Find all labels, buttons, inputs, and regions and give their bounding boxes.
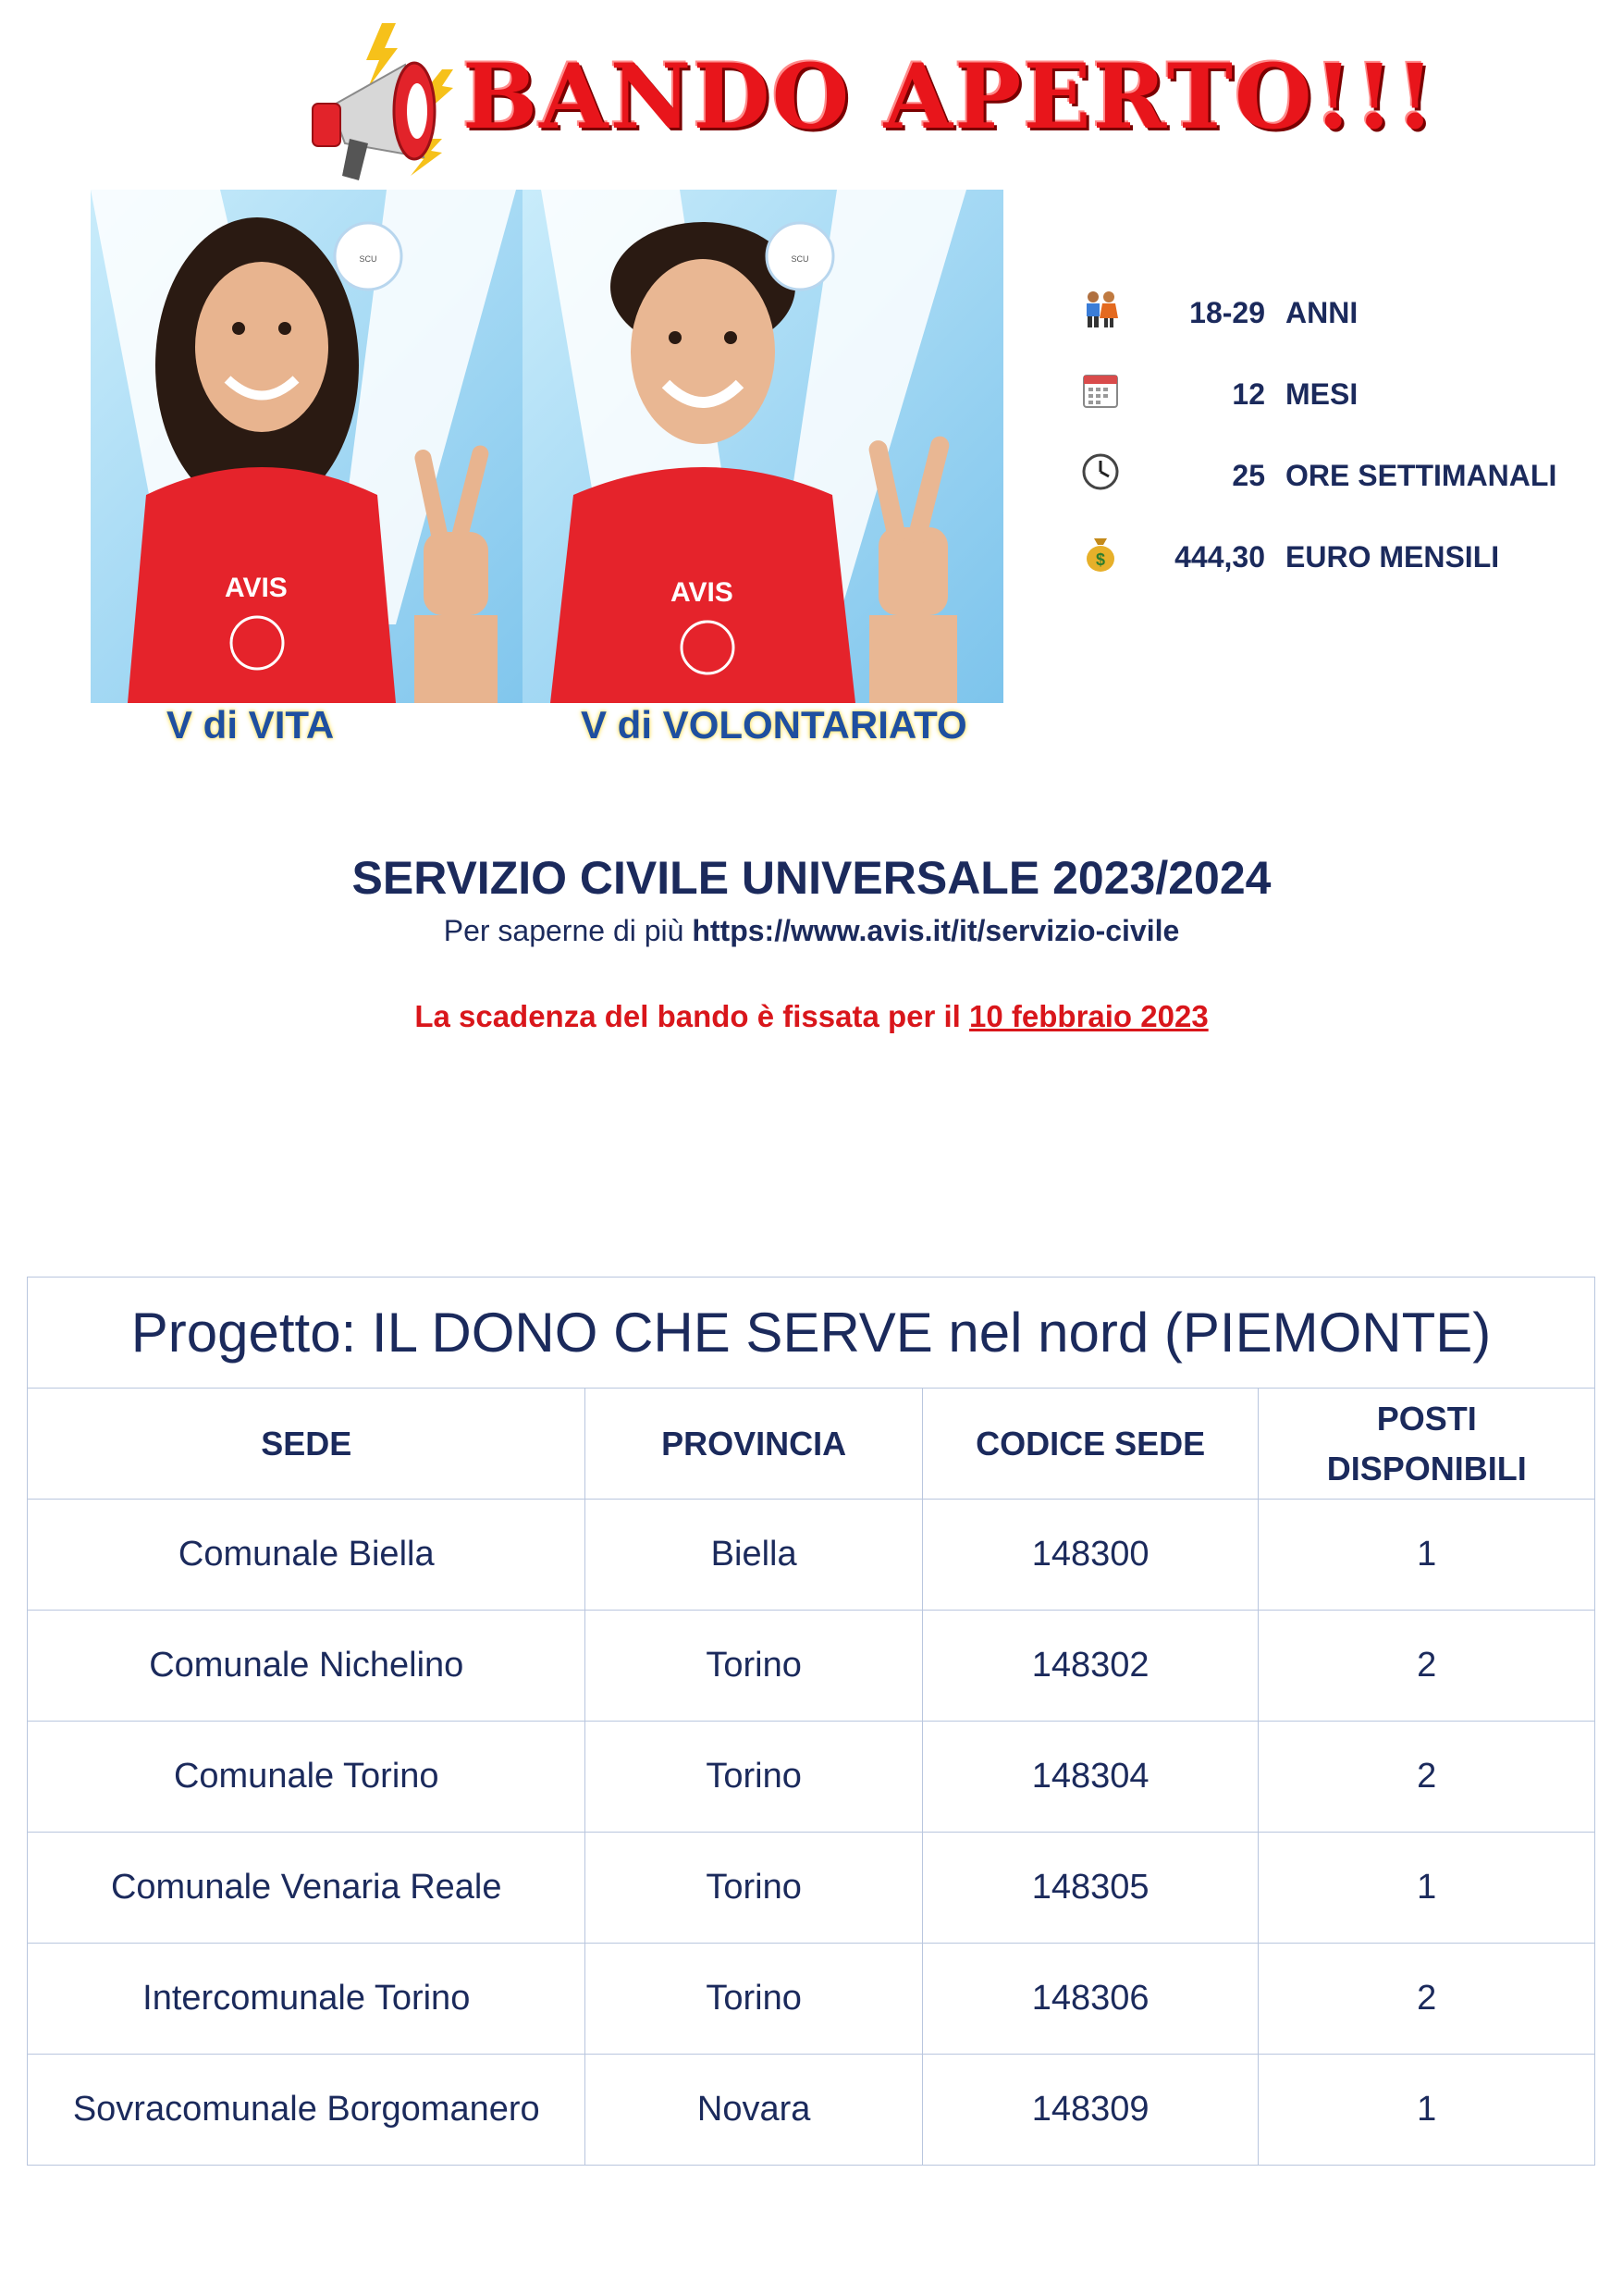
sedi-table (27, 1277, 1595, 2166)
photo-volunteer-man (523, 190, 1003, 703)
table-row: Sovracomunale Borgomanero Novara 148309 1 (28, 2055, 1595, 2166)
svg-text:$: $ (1095, 550, 1106, 569)
page-title: BANDO APERTO!!! (462, 44, 1437, 149)
clock-icon (1080, 451, 1128, 500)
col-header-sede: SEDE (28, 1389, 585, 1500)
info-hours: 25 ORE SETTIMANALI (1080, 448, 1598, 503)
svg-text:SCU: SCU (791, 254, 809, 264)
svg-text:SCU: SCU (359, 254, 377, 264)
caption-volontariato: V di VOLONTARIATO (581, 703, 967, 747)
col-header-codice: CODICE SEDE (922, 1389, 1259, 1500)
caption-vita: V di VITA (166, 703, 335, 747)
table-row: Comunale Torino Torino 148304 2 (28, 1722, 1595, 1833)
megaphone-icon (294, 19, 479, 194)
deadline-line: La scadenza del bando è fissata per il 10 febbraio 2023 (414, 999, 1209, 1033)
more-info-line: Per saperne di più https://www.avis.it/it/servizio-civile (443, 914, 1180, 947)
table-row: Comunale Venaria Reale Torino 148305 1 (28, 1833, 1595, 1944)
col-header-provincia: PROVINCIA (585, 1389, 922, 1500)
col-header-posti: POSTI DISPONIBILI (1259, 1389, 1595, 1500)
info-months: 12 MESI (1080, 366, 1598, 422)
info-money: $ 444,30 EURO MENSILI (1080, 529, 1598, 585)
svg-text:AVIS: AVIS (225, 573, 288, 603)
table-row: Comunale Nichelino Torino 148302 2 (28, 1611, 1595, 1722)
info-age: 18-29 ANNI (1080, 285, 1598, 340)
calendar-icon (1080, 370, 1128, 418)
table-row: Intercomunale Torino Torino 148306 2 (28, 1944, 1595, 2055)
money-bag-icon (1080, 533, 1128, 581)
service-title: SERVIZIO CIVILE UNIVERSALE 2023/2024 (351, 852, 1272, 904)
table-header-row (28, 1389, 1595, 1500)
people-icon (1080, 289, 1128, 337)
project-title: Progetto: IL DONO CHE SERVE nel nord (PIEMONTE) (28, 1278, 1595, 1389)
service-link[interactable]: https://www.avis.it/it/servizio-civile (692, 914, 1180, 947)
table-row: Comunale Biella Biella 148300 1 (28, 1500, 1595, 1611)
project-title-row (28, 1278, 1595, 1389)
deadline-date: 10 febbraio 2023 (969, 999, 1209, 1033)
svg-text:AVIS: AVIS (670, 577, 733, 608)
photo-volunteer-woman (91, 190, 572, 703)
